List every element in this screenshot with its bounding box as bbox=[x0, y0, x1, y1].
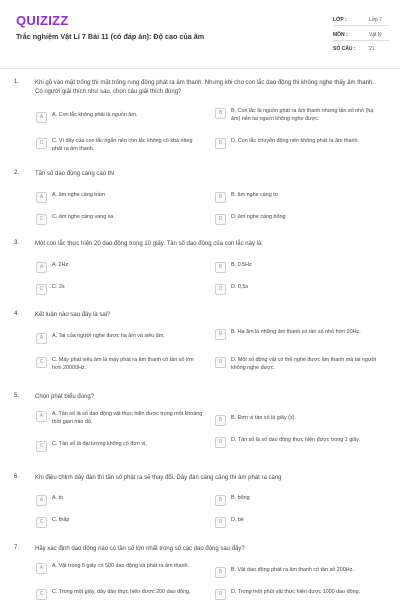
option-text: C. Vì dây của con lắc ngắn nên con lắc không có khả năng phát ra âm thanh. bbox=[52, 138, 193, 152]
option-a[interactable] bbox=[36, 192, 204, 203]
option-text: B. âm nghe càng to bbox=[231, 192, 278, 198]
option-text: A. to bbox=[52, 495, 64, 501]
option-b[interactable] bbox=[215, 108, 383, 123]
option-badge: C bbox=[36, 441, 47, 452]
option-d[interactable] bbox=[215, 517, 383, 528]
option-a[interactable] bbox=[36, 563, 204, 574]
option-badge: D bbox=[215, 284, 226, 295]
option-badge: B bbox=[215, 415, 226, 426]
question-text: Khi điều chỉnh dây đàn thì tần số phát ra sẽ thay đổi. Dây đàn càng căng thì âm phát ra càng bbox=[35, 475, 282, 481]
meta-key: MÔN : bbox=[333, 32, 348, 38]
question-text: Một con lắc thực hiện 20 dao động trong 10 giây. Tần số dao động của con lắc này là: bbox=[35, 241, 263, 247]
option-text: D. Tần số là số dao động thực hiện được trong 1 giây. bbox=[231, 437, 361, 443]
option-a[interactable] bbox=[36, 262, 204, 273]
option-text: D. Một số động vật có thể nghe được âm thanh mà tai người không nghe được. bbox=[231, 357, 377, 371]
option-text: D. Con lắc chuyển động nên không phát ra âm thanh. bbox=[231, 138, 359, 144]
option-d[interactable] bbox=[215, 138, 383, 149]
option-badge: A bbox=[36, 192, 47, 203]
option-badge: C bbox=[36, 138, 47, 149]
option-d[interactable] bbox=[215, 589, 383, 600]
option-b[interactable] bbox=[215, 567, 383, 578]
option-text: A. âm nghe càng trầm bbox=[52, 192, 106, 198]
question-text: Khi gõ vào mặt trống thì mặt trống rung động phát ra âm thanh. Nhưng khi cho con lắc dao động thì không nghe thấy âm thanh. Có người giải thích như sau, chọn câu giải thích đúng? bbox=[35, 80, 374, 95]
option-text: C. Trong một giây, dây đàn thực hiện được 200 dao động. bbox=[52, 589, 191, 595]
option-d[interactable] bbox=[215, 357, 383, 372]
meta-divider bbox=[333, 25, 389, 26]
option-c[interactable] bbox=[36, 214, 204, 225]
option-text: A. Tần số là số dao động vật thực hiện được trong một khoảng thời gian nào đó. bbox=[52, 411, 203, 425]
option-c[interactable] bbox=[36, 517, 204, 528]
option-text: B. Đơn vị tần số là giây (s). bbox=[231, 415, 296, 421]
question-text: Tần số dao động càng cao thì bbox=[35, 171, 115, 177]
meta-value: Lớp 7 bbox=[369, 17, 383, 23]
page-header bbox=[0, 0, 400, 62]
option-text: B. Vật dao động phát ra âm thanh có tần số 200Hz. bbox=[231, 567, 354, 573]
option-c[interactable] bbox=[36, 357, 204, 372]
option-d[interactable] bbox=[215, 214, 383, 225]
option-badge: D bbox=[215, 138, 226, 149]
option-badge: A bbox=[36, 411, 47, 422]
meta-key: LỚP : bbox=[333, 17, 347, 23]
question-number: 6. bbox=[14, 474, 20, 480]
option-b[interactable] bbox=[215, 415, 383, 426]
option-text: D. bé bbox=[231, 517, 244, 523]
option-c[interactable] bbox=[36, 284, 204, 295]
option-b[interactable] bbox=[215, 329, 383, 340]
option-a[interactable] bbox=[36, 112, 204, 123]
option-badge: C bbox=[36, 284, 47, 295]
option-d[interactable] bbox=[215, 284, 383, 295]
option-a[interactable] bbox=[36, 495, 204, 506]
meta-key: SỐ CÂU : bbox=[333, 46, 356, 52]
option-text: C. 2s bbox=[52, 284, 65, 290]
question-number: 3. bbox=[14, 240, 20, 246]
option-d[interactable] bbox=[215, 437, 383, 448]
question-number: 7. bbox=[14, 545, 20, 551]
question-text: Chọn phát biểu đúng? bbox=[35, 394, 95, 400]
option-badge: D bbox=[215, 437, 226, 448]
meta-value: 21 bbox=[369, 46, 375, 52]
option-badge: C bbox=[36, 517, 47, 528]
option-c[interactable] bbox=[36, 589, 204, 600]
option-badge: B bbox=[215, 495, 226, 506]
option-badge: D bbox=[215, 357, 226, 368]
option-text: A. 2Hz bbox=[52, 262, 69, 268]
option-badge: D bbox=[215, 589, 226, 600]
option-a[interactable] bbox=[36, 333, 204, 344]
option-text: C. Tần số là đại lượng không có đơn vị. bbox=[52, 441, 147, 447]
option-badge: B bbox=[215, 262, 226, 273]
option-text: A. Tai của người nghe được hạ âm và siêu âm. bbox=[52, 333, 165, 339]
option-badge: C bbox=[36, 589, 47, 600]
header-divider bbox=[0, 68, 400, 69]
option-badge: C bbox=[36, 214, 47, 225]
option-b[interactable] bbox=[215, 192, 383, 203]
option-text: B. bổng bbox=[231, 495, 250, 501]
option-text: A. Con lắc không phải là nguồn âm. bbox=[52, 112, 138, 118]
option-b[interactable] bbox=[215, 495, 383, 506]
question-text: Kết luận nào sau đây là sai? bbox=[35, 312, 111, 318]
question-number: 4. bbox=[14, 311, 20, 317]
option-badge: A bbox=[36, 262, 47, 273]
option-badge: C bbox=[36, 357, 47, 368]
option-a[interactable] bbox=[36, 411, 204, 426]
question-number: 5. bbox=[14, 393, 20, 399]
option-text: C. thấp bbox=[52, 517, 70, 523]
option-badge: B bbox=[215, 108, 226, 119]
question-text: Hãy xác định dao động nào có tần số lớn nhất trong số các dao động sau đây? bbox=[35, 546, 245, 552]
option-text: C. âm nghe càng vang xa bbox=[52, 214, 114, 220]
option-text: D. 0,5s bbox=[231, 284, 249, 290]
option-badge: D bbox=[215, 517, 226, 528]
option-badge: A bbox=[36, 563, 47, 574]
option-badge: D bbox=[215, 214, 226, 225]
option-text: B. Hạ âm là những âm thanh có tần số nhỏ hơn 20Hz. bbox=[231, 329, 361, 335]
option-text: D. âm nghe càng bổng bbox=[231, 214, 286, 220]
option-badge: B bbox=[215, 567, 226, 578]
option-badge: A bbox=[36, 495, 47, 506]
option-text: B. Con lắc là nguồn phát ra âm thanh nhưng tần số nhỏ (hạ âm) nên tai người không nghe được. bbox=[231, 108, 374, 122]
option-b[interactable] bbox=[215, 262, 383, 273]
page-title: Trắc nghiệm Vật Lí 7 Bài 11 (có đáp án): Độ cao của âm bbox=[16, 32, 205, 41]
question-number: 1. bbox=[14, 79, 20, 85]
meta-value: Vật lý bbox=[369, 32, 382, 38]
meta-divider bbox=[333, 40, 389, 41]
option-badge: A bbox=[36, 112, 47, 123]
option-text: D. Trong một phút vật thực hiện được 1000 dao động. bbox=[231, 589, 361, 595]
option-c[interactable] bbox=[36, 441, 204, 452]
option-badge: B bbox=[215, 192, 226, 203]
option-text: B. 0,5Hz bbox=[231, 262, 252, 268]
option-c[interactable] bbox=[36, 138, 204, 153]
option-text: A. Vật trong 5 giây có 500 dao động và phát ra âm thanh. bbox=[52, 563, 189, 569]
option-badge: A bbox=[36, 333, 47, 344]
option-text: C. Máy phát siêu âm là máy phát ra âm thanh có tần số lớn hơn 20000Hz. bbox=[52, 357, 194, 371]
question-number: 2. bbox=[14, 170, 20, 176]
quizizz-logo: QUIZIZZ bbox=[16, 13, 69, 28]
option-badge: B bbox=[215, 329, 226, 340]
